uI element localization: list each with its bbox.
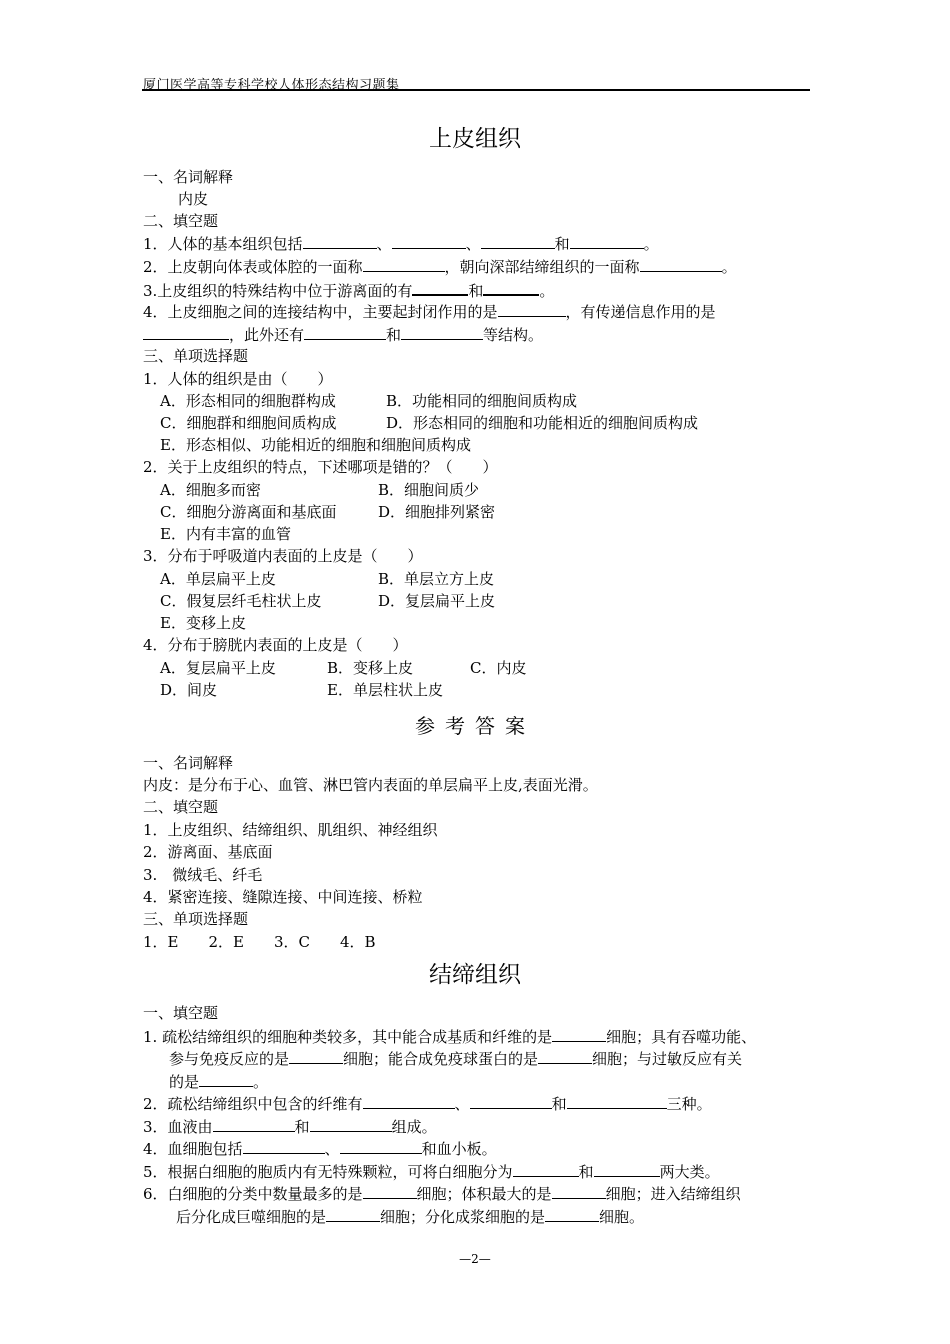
blank	[545, 1206, 599, 1222]
mc2-option-e: E．内有丰富的血管	[160, 525, 291, 543]
mc-question-1: 1．人体的组织是由（ ）	[143, 370, 333, 388]
section-title-connective: 结缔组织	[429, 962, 521, 988]
blank	[363, 1183, 417, 1199]
blank	[363, 256, 445, 272]
answers-definition: 内皮：是分布于心、血管、淋巴管内表面的单层扁平上皮,表面光滑。	[143, 776, 598, 794]
mc3-option-b: B．单层立方上皮	[378, 570, 495, 588]
s2-fill-question-2: 2．疏松结缔组织中包含的纤维有 、 和 三种。	[143, 1095, 712, 1113]
mc4-option-c: C．内皮	[470, 659, 527, 677]
mc1-option-b: B．功能相同的细胞间质构成	[386, 392, 578, 410]
answers-title: 参考答案	[415, 714, 535, 738]
s2-fill-question-6-cont: 后分化成巨噬细胞的是 细胞；分化成浆细胞的是 细胞。	[176, 1208, 645, 1226]
answers-fill-2: 2．游离面、基底面	[143, 843, 273, 861]
blank	[363, 1093, 455, 1109]
blank	[552, 1026, 606, 1042]
answers-fill-1: 1．上皮组织、结缔组织、肌组织、神经组织	[143, 821, 438, 839]
blank	[392, 233, 466, 249]
mc3-option-a: A．单层扁平上皮	[160, 570, 276, 588]
mc1-option-a: A．形态相同的细胞群构成	[160, 392, 336, 410]
s2-fill-question-1-cont: 参与免疫反应的是 细胞；能合成免疫球蛋白的是 细胞；与过敏反应有关	[169, 1050, 743, 1068]
mc3-option-c: C．假复层纤毛柱状上皮	[160, 592, 322, 610]
blank	[340, 1138, 422, 1154]
mc1-option-c: C．细胞群和细胞间质构成	[160, 414, 337, 432]
page-number: —2—	[459, 1252, 491, 1266]
fill-question-2: 2．上皮朝向体表或体腔的一面称 ，朝向深部结缔组织的一面称 。	[143, 258, 737, 276]
heading-fill-blank: 二、填空题	[143, 212, 219, 230]
mc-question-2: 2．关于上皮组织的特点，下述哪项是错的？（ ）	[143, 458, 498, 476]
blank	[143, 324, 229, 340]
fill-question-4: 4．上皮细胞之间的连接结构中，主要起封闭作用的是 ，有传递信息作用的是	[143, 303, 716, 321]
s2-heading-fill: 一、填空题	[143, 1004, 219, 1022]
mc3-option-e: E．变移上皮	[160, 614, 246, 632]
blank	[483, 279, 539, 296]
s2-fill-question-5: 5．根据白细胞的胞质内有无特殊颗粒，可将白细胞分为 和 两大类。	[143, 1163, 720, 1181]
blank	[199, 1071, 253, 1087]
blank	[326, 1206, 380, 1222]
blank	[303, 233, 377, 249]
term-item: 内皮	[178, 190, 209, 208]
answers-heading-mc: 三、单项选择题	[143, 910, 249, 928]
blank	[310, 1116, 392, 1132]
blank	[470, 1093, 552, 1109]
s2-fill-question-4: 4．血细胞包括 、 和血小板。	[143, 1140, 497, 1158]
heading-terms: 一、名词解释	[143, 168, 234, 186]
answers-fill-3: 3. 微绒毛、纤毛	[143, 866, 263, 884]
blank	[498, 301, 566, 317]
answers-fill-4: 4．紧密连接、缝隙连接、中间连接、桥粒	[143, 888, 423, 906]
s2-fill-question-1: 1. 疏松结缔组织的细胞种类较多，其中能合成基质和纤维的是 细胞；具有吞噬功能、	[143, 1028, 757, 1046]
blank	[552, 1183, 606, 1199]
s2-fill-question-1-end: 的是 。	[169, 1073, 269, 1091]
heading-multiple-choice: 三、单项选择题	[143, 347, 249, 365]
mc1-option-e: E．形态相似、功能相近的细胞和细胞间质构成	[160, 436, 471, 454]
blank	[304, 324, 386, 340]
answers-heading-fill: 二、填空题	[143, 798, 219, 816]
blank	[594, 1161, 660, 1177]
fill-question-3: 3.上皮组织的特殊结构中位于游离面的有 和 。	[143, 279, 554, 301]
mc3-option-d: D．复层扁平上皮	[378, 592, 496, 610]
blank	[401, 324, 483, 340]
running-header: 厦门医学高等专科学校人体形态结构习题集	[143, 78, 400, 93]
blank	[289, 1048, 343, 1064]
blank	[243, 1138, 325, 1154]
blank	[481, 233, 555, 249]
blank	[538, 1048, 592, 1064]
mc2-option-b: B．细胞间质少	[378, 481, 480, 499]
mc1-option-d: D．形态相同的细胞和功能相近的细胞间质构成	[386, 414, 699, 432]
blank	[570, 233, 644, 249]
mc4-option-d: D．间皮	[160, 681, 218, 699]
answers-heading-terms: 一、名词解释	[143, 754, 234, 772]
blank	[640, 256, 722, 272]
mc4-option-e: E．单层柱状上皮	[327, 681, 443, 699]
blank	[513, 1161, 579, 1177]
blank	[213, 1116, 295, 1132]
fill-question-1: 1．人体的基本组织包括 、 、 和 。	[143, 235, 659, 253]
blank	[567, 1093, 667, 1109]
mc2-option-d: D．细胞排列紧密	[378, 503, 496, 521]
mc2-option-c: C．细胞分游离面和基底面	[160, 503, 337, 521]
mc4-option-a: A．复层扁平上皮	[160, 659, 276, 677]
header-rule	[142, 89, 810, 91]
mc-question-3: 3．分布于呼吸道内表面的上皮是（ ）	[143, 547, 423, 565]
fill-question-4-cont: ，此外还有 和 等结构。	[143, 324, 543, 345]
answers-mc: 1．E 2．E 3．C 4．B	[143, 933, 376, 951]
mc4-option-b: B．变移上皮	[327, 659, 414, 677]
s2-fill-question-3: 3．血液由 和 组成。	[143, 1118, 437, 1136]
section-title-epithelium: 上皮组织	[429, 126, 521, 152]
s2-fill-question-6: 6．白细胞的分类中数量最多的是 细胞；体积最大的是 细胞；进入结缔组织	[143, 1185, 741, 1203]
mc-question-4: 4．分布于膀胱内表面的上皮是（ ）	[143, 636, 408, 654]
blank	[412, 279, 468, 296]
mc2-option-a: A．细胞多而密	[160, 481, 261, 499]
